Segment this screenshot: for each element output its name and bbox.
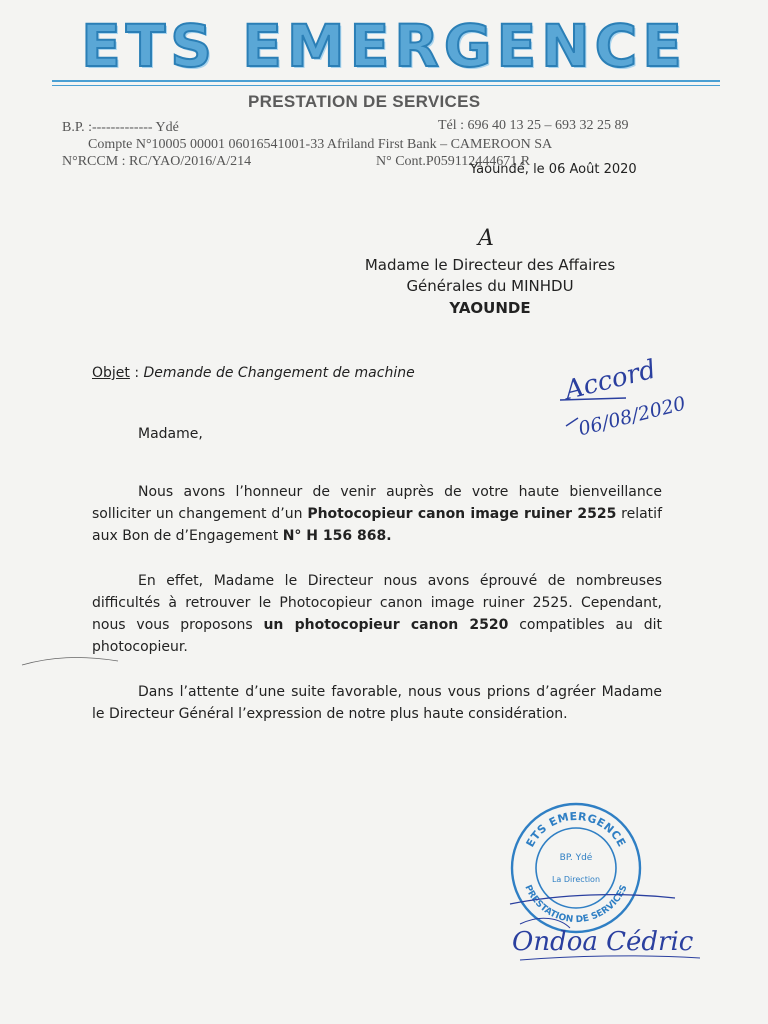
p2-text-c: compatibles au dit photocopieur. <box>92 617 663 655</box>
letter-date: Yaoundé, le 06 Août 2020 <box>470 162 637 177</box>
recipient-line-1: Madame le Directeur des Affaires <box>364 256 616 274</box>
p1-product: Photocopieur canon image ruiner 2525 <box>307 506 617 522</box>
pencil-mark <box>20 655 120 667</box>
body-paragraph-3 <box>92 681 662 725</box>
header-rule-thin <box>52 85 720 86</box>
rccm-number: N°RCCM : RC/YAO/2016/A/214 <box>62 154 252 169</box>
body-paragraph-2 <box>92 570 662 658</box>
recipient-line-2: Générales du MINHDU <box>406 277 574 295</box>
company-logo: ETS EMERGENCE <box>81 12 687 80</box>
stamp-inner-2: La Direction <box>551 875 601 884</box>
bank-account: Compte N°10005 00001 06016541001-33 Afriland First Bank – CAMEROON SA <box>88 137 553 152</box>
signature <box>500 884 720 974</box>
postal-box: B.P. :------------- Ydé <box>62 120 179 135</box>
stamp-inner-1: BP. Ydé <box>559 853 593 863</box>
header-rule <box>52 80 720 82</box>
p3-text: Dans l’attente d’une suite favorable, nous vous prions d’agréer Madame le Directeur Général l’expression de notre plus haute considération. <box>92 684 662 722</box>
body-paragraph-1 <box>92 481 662 547</box>
p2-product: un photocopieur canon 2520 <box>263 617 509 633</box>
subject-label: Objet <box>92 365 130 381</box>
signature-text: Ondoa Cédric <box>512 927 694 957</box>
company-tagline: PRESTATION DE SERVICES <box>248 92 481 111</box>
p1-text-a: Nous avons l’honneur de venir auprès de votre haute bienveillance solliciter un changement d’un <box>92 484 662 522</box>
salutation: Madame, <box>138 426 203 442</box>
subject-separator: : <box>129 365 144 381</box>
subject-line <box>92 365 415 381</box>
recipient-prefix: A <box>478 226 494 251</box>
taxpayer-number: N° Cont.P059112444671 R <box>376 154 531 169</box>
p1-text-c: relatif aux Bon de d’Engagement <box>92 506 662 544</box>
handwritten-approval <box>556 340 706 440</box>
p2-text-a: En effet, Madame le Directeur nous avons éprouvé de nombreuses difficultés à retrouver le Photocopieur canon image ruiner 2525. Cependant, nous vous proposons <box>92 573 662 633</box>
phone-numbers: Tél : 696 40 13 25 – 693 32 25 89 <box>438 118 629 133</box>
stamp-ring-bottom: PRESTATION DE SERVICES <box>522 883 630 926</box>
p1-reference: N° H 156 868. <box>282 528 392 544</box>
recipient-line-3: YAOUNDE <box>449 299 531 317</box>
approval-word: Accord <box>561 354 659 406</box>
approval-date: 06/08/2020 <box>576 392 688 440</box>
subject-text: Demande de Changement de machine <box>143 365 415 381</box>
stamp-ring-top: ETS EMERGENCE <box>523 809 629 850</box>
